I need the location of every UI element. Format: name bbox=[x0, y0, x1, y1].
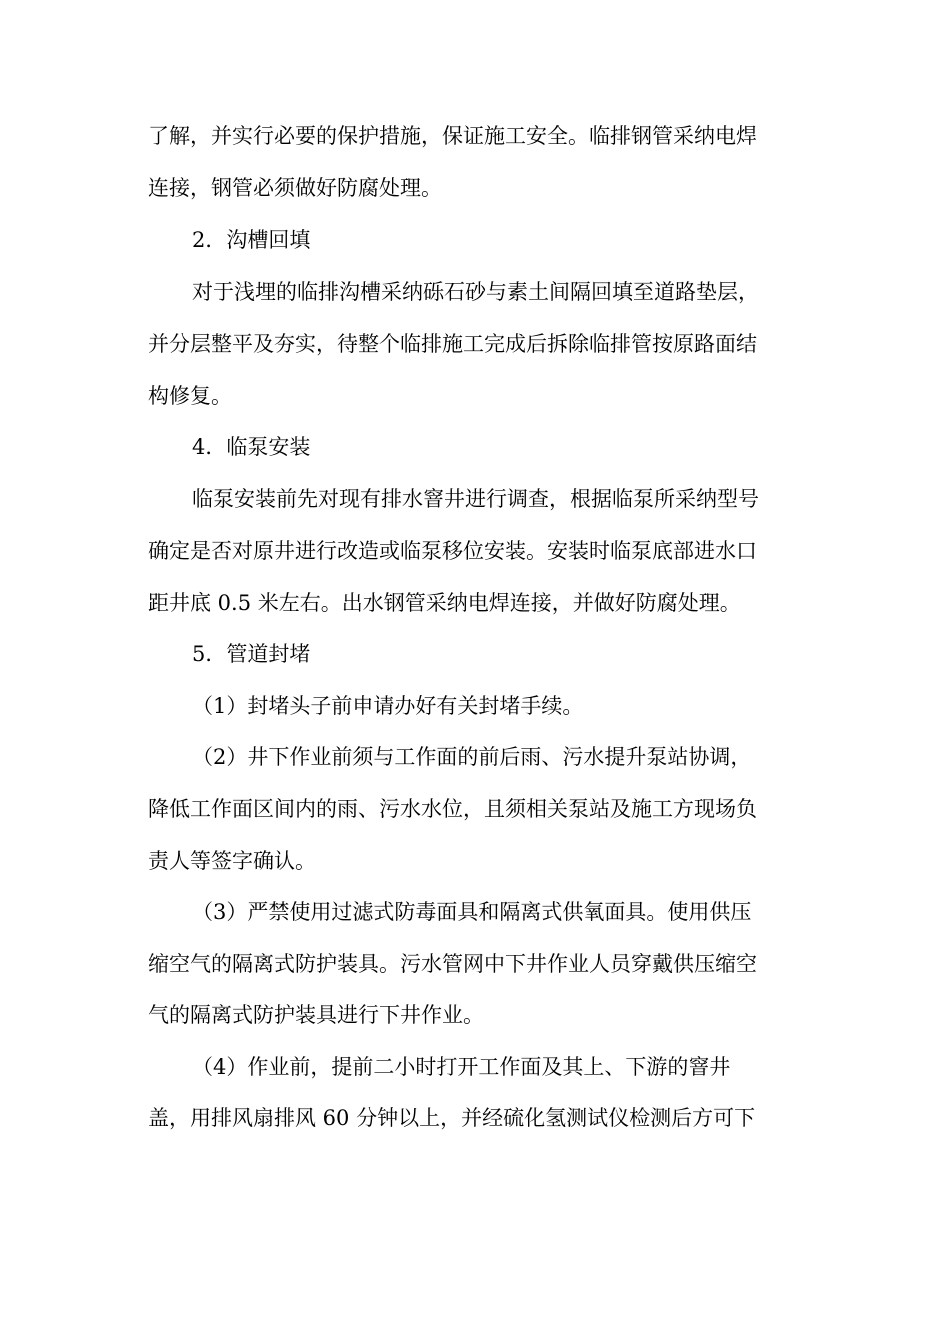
paragraph-line: 气的隔离式防护装具进行下井作业。 bbox=[148, 1003, 484, 1027]
paragraph-line: 责人等签字确认。 bbox=[148, 849, 316, 873]
paragraph-line: 盖，用排风扇排风 60 分钟以上，并经硫化氢测试仪检测后方可下 bbox=[148, 1106, 756, 1130]
paragraph-line: 距井底 0.5 米左右。出水钢管采纳电焊连接，并做好防腐处理。 bbox=[148, 591, 741, 615]
list-item: （4）作业前，提前二小时打开工作面及其上、下游的窨井 bbox=[192, 1055, 731, 1079]
section-heading: 4．临泵安装 bbox=[192, 435, 311, 459]
paragraph-line: 对于浅埋的临排沟槽采纳砾石砂与素土间隔回填至道路垫层， bbox=[192, 280, 759, 304]
paragraph-line: 构修复。 bbox=[148, 384, 232, 408]
paragraph-line: 确定是否对原井进行改造或临泵移位安装。安装时临泵底部进水口 bbox=[148, 539, 757, 563]
section-heading: 5．管道封堵 bbox=[192, 642, 311, 666]
paragraph-line: 临泵安装前先对现有排水窨井进行调查，根据临泵所采纳型号 bbox=[192, 487, 759, 511]
list-item: （3）严禁使用过滤式防毒面具和隔离式供氧面具。使用供压 bbox=[192, 900, 752, 924]
section-heading: 2．沟槽回填 bbox=[192, 228, 311, 252]
list-item: （1）封堵头子前申请办好有关封堵手续。 bbox=[192, 694, 584, 718]
paragraph-line: 连接，钢管必须做好防腐处理。 bbox=[148, 176, 442, 200]
paragraph-line: 缩空气的隔离式防护装具。污水管网中下井作业人员穿戴供压缩空 bbox=[148, 952, 757, 976]
paragraph-line: 降低工作面区间内的雨、污水水位，且须相关泵站及施工方现场负 bbox=[148, 797, 757, 821]
paragraph-line: 并分层整平及夯实，待整个临排施工完成后拆除临排管按原路面结 bbox=[148, 332, 757, 356]
paragraph-line: 了解，并实行必要的保护措施，保证施工安全。临排钢管采纳电焊 bbox=[148, 124, 757, 148]
list-item: （2）井下作业前须与工作面的前后雨、污水提升泵站协调， bbox=[192, 745, 752, 769]
